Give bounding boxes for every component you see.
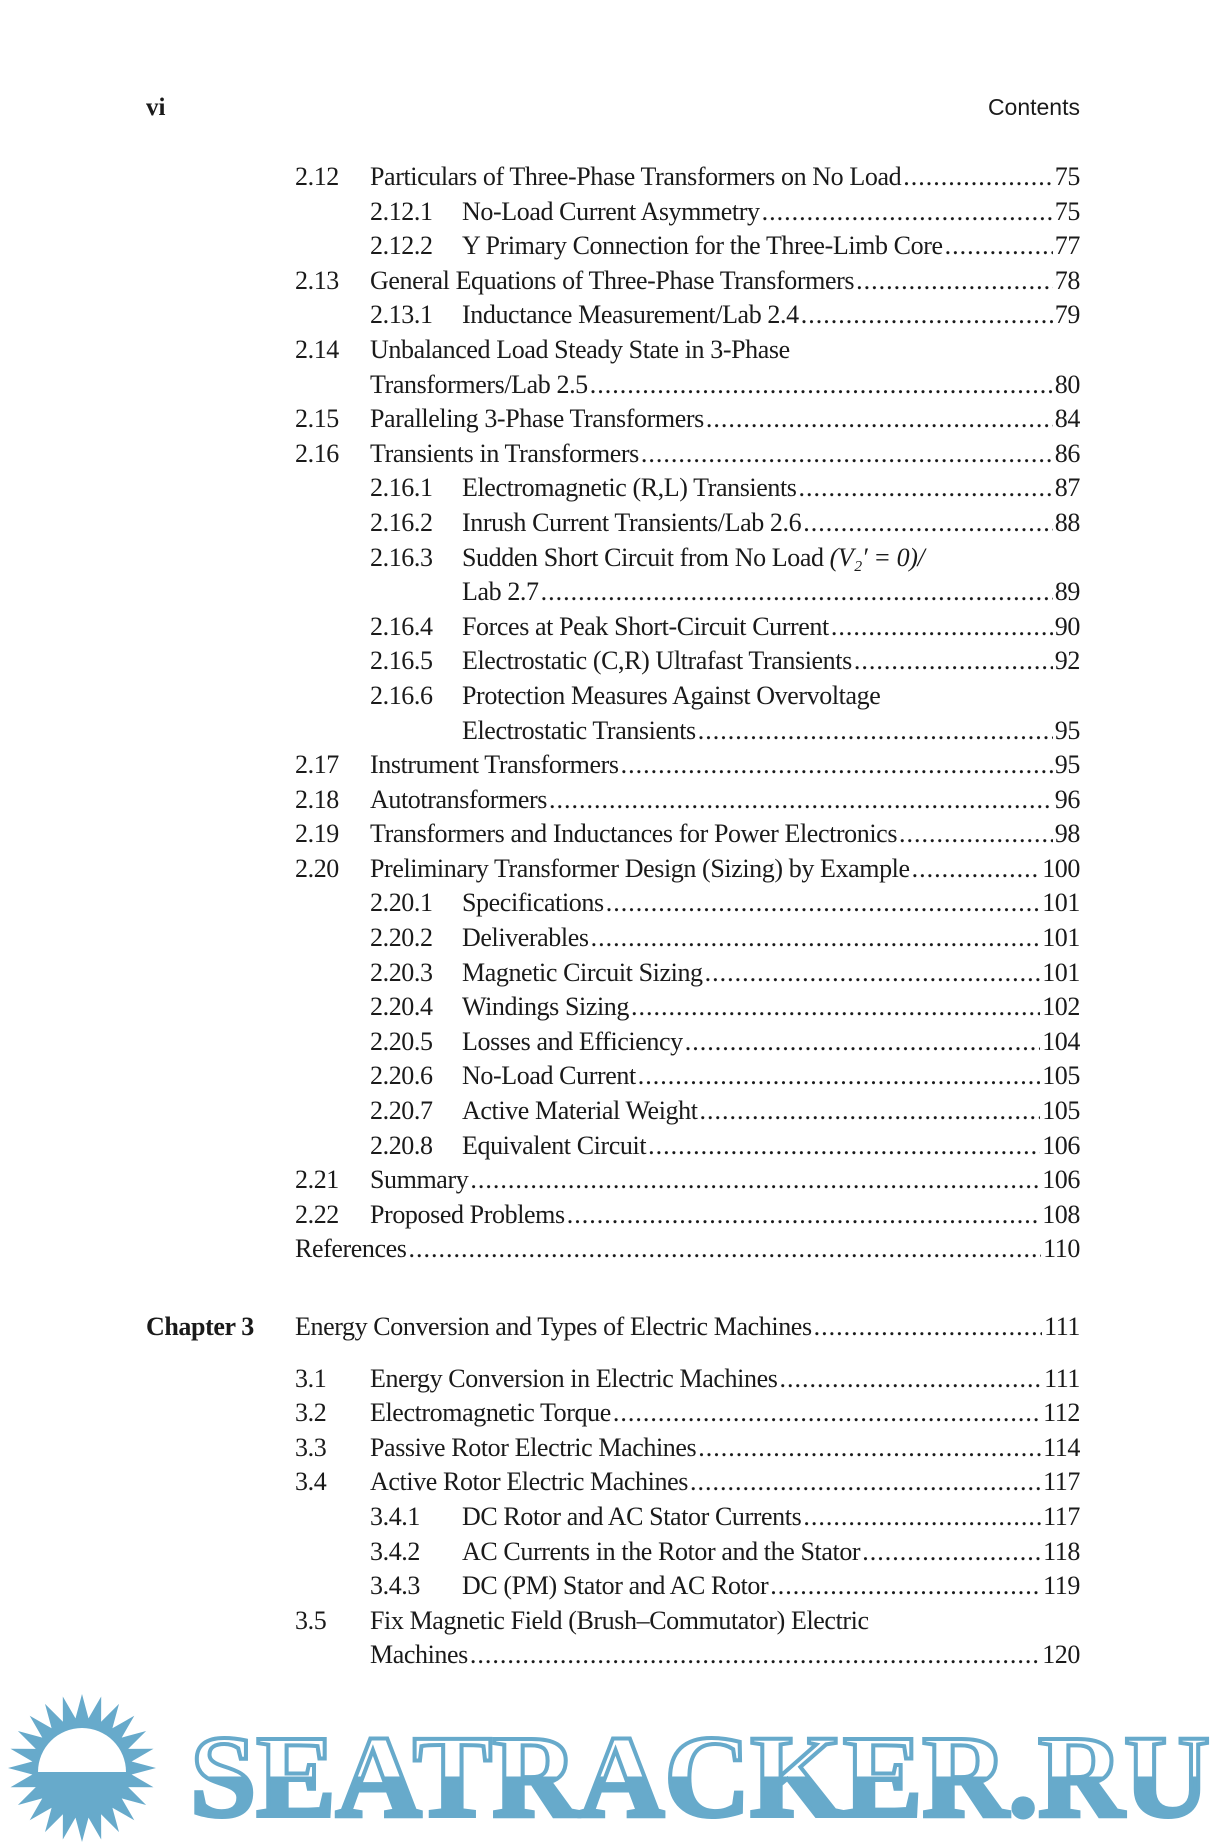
dot-leader — [779, 1362, 1042, 1397]
entry-title: Energy Conversion and Types of Electric Machines — [295, 1312, 812, 1341]
entry-line — [462, 195, 1080, 230]
entry-page: 100 — [1042, 853, 1080, 883]
dot-leader — [831, 610, 1053, 645]
toc-entry[interactable] — [0, 1059, 1229, 1094]
entry-page: 96 — [1054, 784, 1080, 814]
toc-entry[interactable] — [0, 990, 1229, 1025]
toc-entry[interactable] — [0, 1232, 1229, 1267]
entry-number: 2.20.6 — [370, 1061, 433, 1091]
toc-entry[interactable] — [0, 1535, 1229, 1570]
dot-leader — [631, 990, 1040, 1025]
toc-entry[interactable] — [0, 1163, 1229, 1198]
toc-entry[interactable] — [0, 1129, 1229, 1164]
toc-entry[interactable] — [0, 1025, 1229, 1060]
entry-page: 90 — [1054, 611, 1080, 641]
entry-title-continued: Electrostatic Transients — [462, 715, 696, 745]
entry-page: 114 — [1043, 1432, 1080, 1462]
dot-leader — [705, 956, 1041, 991]
dot-leader — [549, 783, 1053, 818]
entry-line — [462, 679, 1080, 714]
entry-title: Proposed Problems — [370, 1199, 565, 1229]
entry-number: 2.12.2 — [370, 231, 433, 261]
toc-entry-continuation — [0, 1638, 1229, 1673]
entry-number: 2.13 — [295, 265, 339, 295]
running-header: Contents — [987, 94, 1080, 120]
entry-number: 2.16.5 — [370, 646, 433, 676]
entry-line — [462, 1059, 1080, 1094]
entry-line — [295, 1232, 1080, 1267]
entry-page: 110 — [1043, 1234, 1080, 1264]
entry-title: No-Load Current Asymmetry — [462, 196, 760, 226]
entry-page: 75 — [1054, 162, 1080, 191]
entry-number: 2.15 — [295, 404, 339, 434]
entry-page: 98 — [1054, 819, 1080, 849]
entry-page: 112 — [1043, 1398, 1080, 1428]
table-of-contents — [0, 160, 1229, 1673]
dot-leader — [801, 298, 1053, 333]
dot-leader — [803, 506, 1053, 541]
entry-page: 120 — [1042, 1640, 1080, 1670]
entry-title: Energy Conversion in Electric Machines — [370, 1363, 778, 1393]
entry-title: Instrument Transformers — [370, 750, 619, 780]
entry-title: Electromagnetic Torque — [370, 1398, 611, 1428]
toc-entry[interactable] — [0, 298, 1229, 333]
entry-line — [462, 298, 1080, 333]
entry-page: 111 — [1044, 1312, 1080, 1341]
entry-title: Forces at Peak Short-Circuit Current — [462, 611, 829, 641]
entry-line — [370, 264, 1080, 299]
dot-leader — [591, 921, 1041, 956]
entry-line — [370, 1362, 1080, 1397]
entry-line — [370, 1163, 1080, 1198]
entry-title: Fix Magnetic Field (Brush–Commutator) Electric — [370, 1605, 869, 1635]
entry-line — [462, 1129, 1080, 1164]
toc-entry[interactable] — [0, 644, 1229, 679]
entry-title: Paralleling 3-Phase Transformers — [370, 404, 704, 434]
entry-page: 78 — [1054, 265, 1080, 295]
entry-number: 2.22 — [295, 1199, 339, 1229]
entry-title: Magnetic Circuit Sizing — [462, 957, 703, 987]
entry-number: 2.13.1 — [370, 300, 433, 330]
toc-entry[interactable] — [0, 1500, 1229, 1535]
dot-leader — [590, 368, 1053, 403]
entry-page: 105 — [1042, 1061, 1080, 1091]
entry-number: 2.16.1 — [370, 473, 433, 503]
entry-title: Electrostatic (C,R) Ultrafast Transients — [462, 646, 852, 676]
entry-title: Active Material Weight — [462, 1096, 698, 1126]
entry-number: 2.18 — [295, 784, 339, 814]
entry-line — [370, 748, 1080, 783]
dot-leader — [685, 1025, 1040, 1060]
entry-number: 2.20.7 — [370, 1096, 433, 1126]
dot-leader — [854, 644, 1053, 679]
entry-page: 108 — [1042, 1199, 1080, 1229]
entry-line — [462, 506, 1080, 541]
entry-equation: (V₂′ = 0)/ — [829, 542, 925, 572]
toc-entry[interactable] — [0, 1310, 1229, 1345]
entry-line — [370, 852, 1080, 887]
toc-entry[interactable] — [0, 541, 1229, 576]
toc-entry[interactable] — [0, 1396, 1229, 1431]
entry-title-continued: Transformers/Lab 2.5 — [370, 369, 588, 399]
dot-leader — [606, 886, 1040, 921]
dot-leader — [613, 1396, 1041, 1431]
entry-line — [370, 1431, 1080, 1466]
dot-leader — [762, 195, 1053, 230]
entry-line — [462, 644, 1080, 679]
toc-entry[interactable] — [0, 160, 1229, 195]
dot-leader — [899, 817, 1053, 852]
entry-line — [370, 333, 1080, 368]
dot-leader — [803, 1500, 1041, 1535]
dot-leader — [567, 1198, 1040, 1233]
entry-line — [462, 610, 1080, 645]
dot-leader — [638, 1059, 1040, 1094]
entry-page: 105 — [1042, 1096, 1080, 1126]
entry-title: DC Rotor and AC Stator Currents — [462, 1501, 802, 1531]
entry-number: 3.1 — [295, 1363, 327, 1393]
entry-line — [370, 1396, 1080, 1431]
entry-line — [462, 471, 1080, 506]
entry-title: AC Currents in the Rotor and the Stator — [462, 1536, 861, 1566]
entry-line — [370, 1198, 1080, 1233]
toc-entry[interactable] — [0, 506, 1229, 541]
entry-number: 2.21 — [295, 1165, 339, 1195]
entry-page: 84 — [1054, 404, 1080, 434]
entry-title: Preliminary Transformer Design (Sizing) by Example — [370, 853, 910, 883]
entry-page: 95 — [1054, 750, 1080, 780]
entry-title: Equivalent Circuit — [462, 1130, 647, 1160]
entry-number: 2.20 — [295, 853, 339, 883]
entry-line — [370, 1604, 1080, 1639]
entry-title: Autotransformers — [370, 784, 547, 814]
entry-line — [462, 921, 1080, 956]
dot-leader — [814, 1310, 1042, 1345]
toc-entry[interactable] — [0, 1198, 1229, 1233]
entry-line — [462, 886, 1080, 921]
entry-number: 2.16.6 — [370, 680, 433, 710]
entry-number: 3.4.3 — [370, 1571, 421, 1601]
entry-title: References — [295, 1234, 407, 1264]
entry-page: 92 — [1054, 646, 1080, 676]
dot-leader — [541, 575, 1053, 610]
entry-number: Chapter 3 — [146, 1312, 254, 1341]
toc-entry[interactable] — [0, 1569, 1229, 1604]
entry-title: Unbalanced Load Steady State in 3-Phase — [370, 334, 790, 364]
entry-line — [462, 714, 1080, 749]
entry-line — [462, 229, 1080, 264]
entry-number: 2.14 — [295, 334, 339, 364]
toc-entry[interactable] — [0, 471, 1229, 506]
entry-number: 3.4.2 — [370, 1536, 421, 1566]
dot-leader — [945, 229, 1053, 264]
entry-number: 2.19 — [295, 819, 339, 849]
entry-number: 2.16.3 — [370, 542, 433, 572]
entry-line — [370, 437, 1080, 472]
entry-line — [295, 1310, 1080, 1345]
entry-title: DC (PM) Stator and AC Rotor — [462, 1571, 769, 1601]
toc-entry[interactable] — [0, 1431, 1229, 1466]
entry-title: Specifications — [462, 888, 604, 918]
entry-line — [462, 990, 1080, 1025]
entry-title: Summary — [370, 1165, 469, 1195]
dot-leader — [470, 1163, 1040, 1198]
entry-line — [462, 956, 1080, 991]
dot-leader — [408, 1232, 1041, 1267]
dot-leader — [903, 160, 1053, 195]
entry-number: 3.5 — [295, 1605, 327, 1635]
entry-title: Transformers and Inductances for Power Electronics — [370, 819, 898, 849]
dot-leader — [698, 1431, 1041, 1466]
toc-entry[interactable] — [0, 956, 1229, 991]
entry-number: 2.20.8 — [370, 1130, 433, 1160]
entry-page: 117 — [1043, 1467, 1080, 1497]
entry-line — [462, 1094, 1080, 1129]
entry-number: 2.16 — [295, 438, 339, 468]
toc-entry[interactable] — [0, 1362, 1229, 1397]
dot-leader — [690, 1465, 1041, 1500]
toc-entry[interactable] — [0, 817, 1229, 852]
entry-line — [462, 1500, 1080, 1535]
entry-line — [462, 541, 1080, 576]
entry-title: Particulars of Three-Phase Transformers on No Load — [370, 162, 902, 191]
entry-number: 2.12 — [295, 162, 339, 191]
entry-title-continued: Machines — [370, 1640, 468, 1670]
entry-number: 3.2 — [295, 1398, 327, 1428]
entry-title: No-Load Current — [462, 1061, 636, 1091]
watermark — [0, 1692, 1229, 1843]
toc-entry[interactable] — [0, 437, 1229, 472]
entry-page: 104 — [1042, 1026, 1080, 1056]
entry-number: 2.20.4 — [370, 992, 433, 1022]
dot-leader — [706, 402, 1053, 437]
toc-entry[interactable] — [0, 886, 1229, 921]
entry-line — [462, 575, 1080, 610]
toc-entry-continuation — [0, 714, 1229, 749]
entry-page: 111 — [1044, 1363, 1080, 1393]
toc-entry[interactable] — [0, 402, 1229, 437]
entry-title-continued: Lab 2.7 — [462, 577, 539, 607]
entry-number: 3.3 — [295, 1432, 327, 1462]
dot-leader — [770, 1569, 1041, 1604]
entry-page: 118 — [1043, 1536, 1080, 1566]
entry-line — [462, 1535, 1080, 1570]
dot-leader — [621, 748, 1053, 783]
dot-leader — [648, 1129, 1040, 1164]
toc-entry[interactable] — [0, 921, 1229, 956]
entry-number: 2.20.5 — [370, 1026, 433, 1056]
sun-logo-icon — [8, 1694, 156, 1842]
entry-title: Protection Measures Against Overvoltage — [462, 680, 881, 710]
toc-entry[interactable] — [0, 783, 1229, 818]
entry-page: 86 — [1054, 438, 1080, 468]
watermark-text: SEATRACKER.RU — [190, 1711, 1210, 1842]
toc-entry[interactable] — [0, 679, 1229, 714]
toc-entry[interactable] — [0, 1604, 1229, 1639]
entry-number: 3.4.1 — [370, 1501, 421, 1531]
dot-leader — [912, 852, 1041, 887]
toc-entry-continuation — [0, 368, 1229, 403]
entry-number: 2.20.2 — [370, 923, 433, 953]
entry-page: 102 — [1042, 992, 1080, 1022]
toc-entry[interactable] — [0, 195, 1229, 230]
dot-leader — [856, 264, 1053, 299]
entry-line — [370, 1638, 1080, 1673]
dot-leader — [470, 1638, 1040, 1673]
entry-page: 77 — [1054, 231, 1080, 261]
entry-title: Inductance Measurement/Lab 2.4 — [462, 300, 799, 330]
dot-leader — [641, 437, 1053, 472]
entry-page: 106 — [1042, 1130, 1080, 1160]
entry-number: 2.16.4 — [370, 611, 433, 641]
entry-number: 2.20.1 — [370, 888, 433, 918]
entry-title: Active Rotor Electric Machines — [370, 1467, 688, 1497]
entry-title: Inrush Current Transients/Lab 2.6 — [462, 507, 802, 537]
entry-title: Passive Rotor Electric Machines — [370, 1432, 697, 1462]
toc-entry[interactable] — [0, 264, 1229, 299]
entry-page: 88 — [1054, 507, 1080, 537]
entry-number: 2.20.3 — [370, 957, 433, 987]
entry-page: 75 — [1054, 196, 1080, 226]
entry-title: Sudden Short Circuit from No Load — [462, 542, 824, 572]
entry-line — [462, 1569, 1080, 1604]
entry-title: General Equations of Three-Phase Transformers — [370, 265, 855, 295]
toc-entry-continuation — [0, 575, 1229, 610]
entry-page: 87 — [1054, 473, 1080, 503]
page-number: vi — [146, 94, 166, 121]
entry-page: 101 — [1042, 923, 1080, 953]
entry-title: Y Primary Connection for the Three-Limb Core — [462, 231, 943, 261]
entry-number: 2.16.2 — [370, 507, 433, 537]
entry-number: 2.17 — [295, 750, 339, 780]
toc-entry[interactable] — [0, 748, 1229, 783]
entry-page: 117 — [1043, 1501, 1080, 1531]
entry-title: Transients in Transformers — [370, 438, 639, 468]
entry-page: 119 — [1043, 1571, 1080, 1601]
entry-page: 80 — [1054, 369, 1080, 399]
entry-number: 2.12.1 — [370, 196, 433, 226]
dot-leader — [862, 1535, 1041, 1570]
entry-page: 106 — [1042, 1165, 1080, 1195]
toc-entry[interactable] — [0, 1465, 1229, 1500]
entry-page: 95 — [1054, 715, 1080, 745]
toc-entry[interactable] — [0, 610, 1229, 645]
dot-leader — [700, 1094, 1041, 1129]
dot-leader — [698, 714, 1053, 749]
entry-page: 79 — [1054, 300, 1080, 330]
toc-entry[interactable] — [0, 229, 1229, 264]
entry-line — [370, 817, 1080, 852]
entry-line — [370, 783, 1080, 818]
entry-line — [462, 1025, 1080, 1060]
entry-line — [370, 160, 1080, 195]
entry-title: Electromagnetic (R,L) Transients — [462, 473, 797, 503]
dot-leader — [799, 471, 1053, 506]
toc-entry[interactable] — [0, 333, 1229, 368]
entry-number: 3.4 — [295, 1467, 327, 1497]
entry-page: 89 — [1054, 577, 1080, 607]
entry-title: Windings Sizing — [462, 992, 630, 1022]
entry-page: 101 — [1042, 888, 1080, 918]
entry-title: Losses and Efficiency — [462, 1026, 683, 1056]
toc-entry[interactable] — [0, 1094, 1229, 1129]
toc-entry[interactable] — [0, 852, 1229, 887]
entry-line — [370, 402, 1080, 437]
entry-title: Deliverables — [462, 923, 589, 953]
entry-page: 101 — [1042, 957, 1080, 987]
entry-line — [370, 368, 1080, 403]
entry-line — [370, 1465, 1080, 1500]
